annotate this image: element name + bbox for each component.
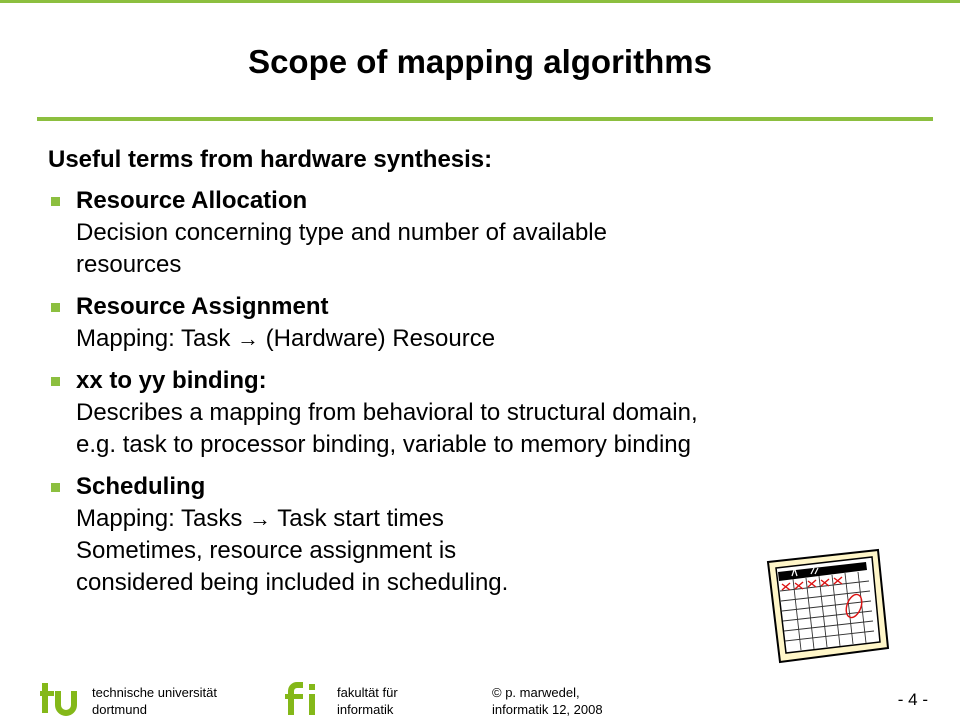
footer-copyright: © p. marwedel, informatik 12, 2008: [492, 685, 603, 717]
footer-faculty: fakultät für informatik: [337, 685, 398, 717]
bullet-square-icon: [51, 377, 60, 386]
slide-title: Scope of mapping algorithms: [248, 43, 712, 80]
page-number: - 4 -: [897, 690, 928, 709]
bullet-resource-assignment: [48, 291, 928, 355]
bullet-heading: xx to yy binding:: [76, 367, 267, 394]
bullet-resource-allocation: [48, 185, 928, 281]
tu-dortmund-logo-icon: [40, 681, 88, 717]
right-arrow-icon: →: [236, 326, 259, 351]
faculty-informatik-logo-icon: [283, 681, 331, 717]
bullet-binding: [48, 365, 928, 461]
right-arrow-icon: →: [248, 506, 271, 531]
bullet-text: Mapping: Tasks → Task start times Sometimes, resource assignment is considered being included in scheduling.: [76, 505, 509, 596]
bullet-heading: Resource Assignment: [76, 293, 329, 320]
bullet-text: Describes a mapping from behavioral to structural domain, e.g. task to processor binding, variable to memory binding: [76, 399, 698, 458]
bullet-square-icon: [51, 303, 60, 312]
top-accent-line: [0, 0, 960, 3]
intro-heading: Useful terms from hardware synthesis:: [48, 146, 493, 173]
bullet-square-icon: [51, 197, 60, 206]
bullet-text: Decision concerning type and number of available resources: [76, 219, 607, 278]
bullet-square-icon: [51, 483, 60, 492]
title-divider: [37, 117, 933, 121]
bullet-heading: Resource Allocation: [76, 187, 308, 214]
footer-university: technische universität dortmund: [92, 685, 218, 717]
bullet-text: Mapping: Task → (Hardware) Resource: [76, 325, 496, 352]
bullet-list: [48, 185, 928, 609]
bullet-heading: Scheduling: [76, 473, 206, 500]
calendar-clipart-icon: [766, 548, 890, 664]
